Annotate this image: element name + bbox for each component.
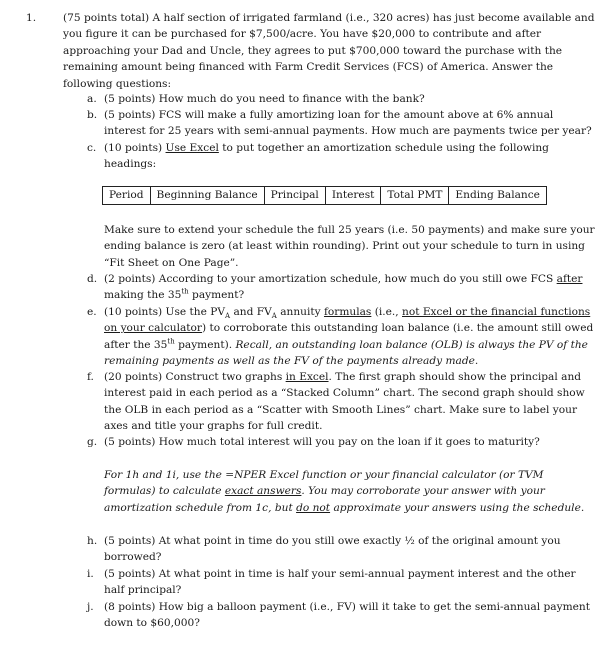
part-g-label: g.	[87, 436, 98, 448]
e-t6: payment).	[174, 338, 236, 351]
part-j-label: j.	[87, 601, 94, 613]
header-ending-balance: Ending Balance	[449, 187, 547, 205]
part-d-after: after	[556, 273, 583, 285]
note-exact-answers: exact answers	[224, 485, 302, 498]
e-not-excel: not Excel or the financial functions on your calculator	[104, 306, 591, 335]
e-t2: and FV	[230, 306, 272, 318]
part-f-label: f.	[87, 371, 94, 383]
part-i-label: i.	[87, 568, 94, 580]
header-period: Period	[103, 187, 151, 205]
e-italic: Recall, an outstanding loan balance (OLB) is always the PV of the remaining payments as well as the FV of the payments already made.	[104, 338, 588, 368]
e-sup: th	[167, 337, 175, 346]
part-e-text	[104, 304, 598, 370]
header-beginning-balance: Beginning Balance	[150, 187, 264, 205]
part-c-pre: (10 points)	[104, 142, 166, 154]
e-s1: A	[225, 312, 231, 321]
part-h-label: h.	[87, 535, 98, 547]
part-d-pre: (2 points) According to your amortization schedule, how much do you still owe FCS	[104, 273, 557, 285]
part-c-post: to put together an amortization schedule using the following headings:	[104, 142, 549, 171]
part-d-label: d.	[87, 273, 98, 285]
note-pre: For 1h and 1i, use the =NPER Excel function or your financial calculator (or TVM formulas) to calculate	[104, 469, 544, 498]
e-t4: (i.e.,	[371, 306, 402, 318]
part-g-text: (5 points) How much total interest will you pay on the loan if it goes to maturity?	[104, 436, 540, 448]
nper-note	[104, 467, 596, 516]
note-mid: . You may corroborate your answer with your amortization schedule from 1c, but	[104, 485, 545, 514]
part-d-text	[104, 271, 598, 304]
part-d-post: payment?	[188, 289, 245, 302]
part-f-in-excel: in Excel	[285, 371, 329, 383]
part-d-mid: making the 35	[104, 289, 182, 302]
part-i-text: (5 points) At what point in time is half your semi-annual payment interest and the other half principal?	[104, 568, 576, 597]
part-d-sup: th	[181, 287, 189, 296]
e-t3: annuity	[276, 306, 324, 318]
header-principal: Principal	[264, 187, 325, 205]
e-formulas: formulas	[323, 306, 372, 318]
part-j-text: (8 points) How big a balloon payment (i.e., FV) will it take to get the semi-annual payment down to $60,000?	[104, 601, 590, 630]
part-e-label: e.	[87, 306, 97, 318]
part-a-label: a.	[87, 93, 97, 105]
e-t5: ) to corroborate this outstanding loan balance (i.e. the amount still owed after the 35	[104, 322, 594, 351]
part-c-text	[104, 140, 598, 173]
note-do-not: do not	[296, 501, 331, 514]
header-total-pmt: Total PMT	[381, 187, 449, 205]
amortization-headings-table	[102, 186, 547, 205]
note-post: approximate your answers using the schedule.	[330, 501, 585, 514]
part-b-text: (5 points) FCS will make a fully amortizing loan for the amount above at 6% annual interest for 25 years with semi-annual payments. How much are payments twice per year?	[104, 109, 592, 138]
part-c-label: c.	[87, 142, 97, 154]
part-f-pre: (20 points) Construct two graphs	[104, 371, 286, 383]
question-number: 1.	[26, 12, 37, 24]
e-t1: (10 points) Use the PV	[104, 306, 226, 318]
part-c-instructions: Make sure to extend your schedule the full 25 years (i.e. 50 payments) and make sure your ending balance is zero (at least within rounding). Print out your schedule to turn in using “Fit Sheet on One Page”.	[104, 224, 595, 269]
part-h-text: (5 points) At what point in time do you still owe exactly ½ of the original amount you borrowed?	[104, 535, 561, 564]
use-excel-link: Use Excel	[165, 142, 219, 154]
question-intro: (75 points total) A half section of irrigated farmland (i.e., 320 acres) has just become available and you figure it can be purchased for $7,500/acre. You have $20,000 to contribute and after approaching your Dad and Uncle, they agrees to put $700,000 toward the purchase with the remaining amount being financed with Farm Credit Services (FCS) of America. Answer the following questions:	[63, 12, 595, 90]
part-a-text: (5 points) How much do you need to finance with the bank?	[104, 93, 425, 105]
header-interest: Interest	[325, 187, 381, 205]
part-b-label: b.	[87, 109, 98, 121]
part-f-text	[104, 369, 598, 435]
part-f-post: . The first graph should show the principal and interest paid in each period as a “Stacked Column” chart. The second graph should show the OLB in each period as a “Scatter with Smooth Lines” chart. Make sure to label your axes and title your graphs for full credit.	[104, 371, 585, 433]
e-s2: A	[271, 312, 277, 321]
